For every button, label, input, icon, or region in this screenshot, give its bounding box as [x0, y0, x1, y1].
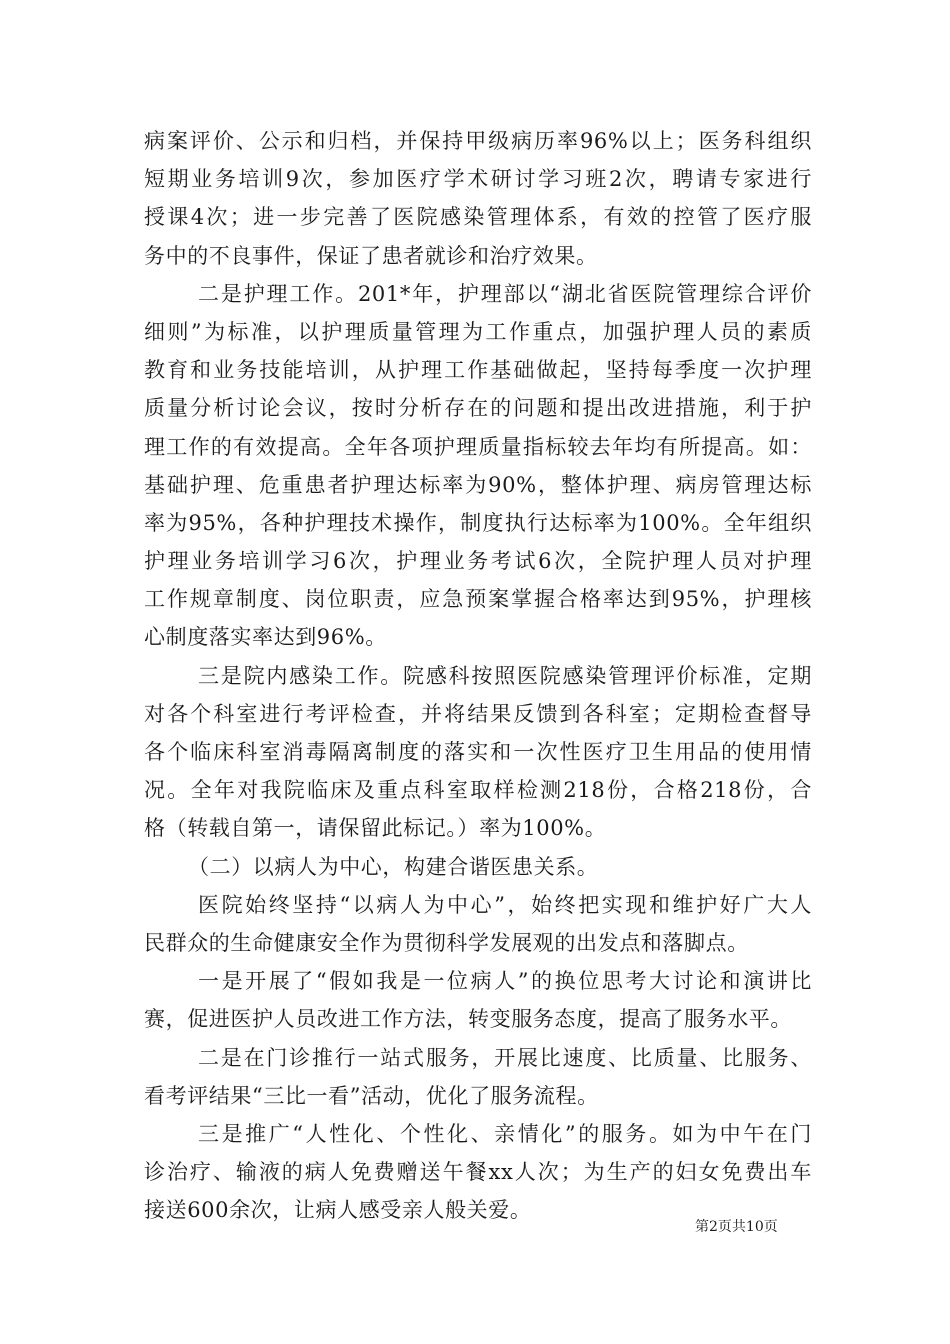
text-line: 护理业务培训学习6次，护理业务考试6次，全院护理人员对护理 [144, 549, 812, 574]
text-line: 赛，促进医护人员改进工作方法，转变服务态度，提高了服务水平。 [144, 1007, 792, 1032]
text-line: 务中的不良事件，保证了患者就诊和治疗效果。 [144, 243, 598, 268]
text-line: 格（转载自第一，请保留此标记。）率为100%。 [144, 816, 607, 841]
text-line: 工作规章制度、岗位职责，应急预案掌握合格率达到95%，护理核 [144, 587, 812, 612]
text-line: 接送600余次，让病人感受亲人般关爱。 [144, 1198, 532, 1223]
text-line: 诊治疗、输液的病人免费赠送午餐xx人次；为生产的妇女免费出车 [144, 1160, 812, 1185]
text-line: 教育和业务技能培训，从护理工作基础做起，坚持每季度一次护理 [144, 358, 812, 383]
page-number: 第2页共10页 [695, 1219, 778, 1235]
text-line: 对各个科室进行考评检查，并将结果反馈到各科室；定期检查督导 [144, 701, 812, 726]
text-line: 民群众的生命健康安全作为贯彻科学发展观的出发点和落脚点。 [144, 930, 749, 955]
text-line: 心制度落实率达到96%。 [144, 625, 387, 650]
text-line: 授课4次；进一步完善了医院感染管理体系，有效的控管了医疗服 [144, 205, 812, 230]
text-line: 短期业务培训9次，参加医疗学术研讨学习班2次，聘请专家进行 [144, 167, 812, 192]
text-line: 二是护理工作。201*年，护理部以“湖北省医院管理综合评价 [198, 281, 812, 306]
text-line: 病案评价、公示和归档，并保持甲级病历率96%以上；医务科组织 [144, 129, 812, 153]
document-body [144, 122, 812, 1229]
text-line: 率为95%，各种护理技术操作，制度执行达标率为100%。全年组织 [144, 510, 812, 535]
text-line: 基础护理、危重患者护理达标率为90%，整体护理、病房管理达标 [144, 472, 812, 497]
text-line: 一是开展了“假如我是一位病人”的换位思考大讨论和演讲比 [198, 969, 812, 994]
text-line: 细则”为标准，以护理质量管理为工作重点，加强护理人员的素质 [144, 319, 812, 344]
section-heading: （二）以病人为中心，构建合谐医患关系。 [188, 854, 599, 879]
text-line: 医院始终坚持“以病人为中心”，始终把实现和维护好广大人 [198, 892, 812, 917]
text-line: 三是推广“人性化、个性化、亲情化”的服务。如为中午在门 [198, 1121, 812, 1146]
text-line: 二是在门诊推行一站式服务，开展比速度、比质量、比服务、 [198, 1045, 812, 1070]
text-line: 理工作的有效提高。全年各项护理质量指标较去年均有所提高。如： [144, 434, 812, 459]
text-line: 质量分析讨论会议，按时分析存在的问题和提出改进措施，利于护 [144, 396, 812, 421]
text-line: 况。全年对我院临床及重点科室取样检测218份，合格218份，合 [144, 778, 812, 803]
text-line: 各个临床科室消毒隔离制度的落实和一次性医疗卫生用品的使用情 [144, 740, 812, 764]
text-line: 三是院内感染工作。院感科按照医院感染管理评价标准，定期 [198, 663, 812, 688]
text-line: 看考评结果“三比一看”活动，优化了服务流程。 [144, 1083, 599, 1108]
